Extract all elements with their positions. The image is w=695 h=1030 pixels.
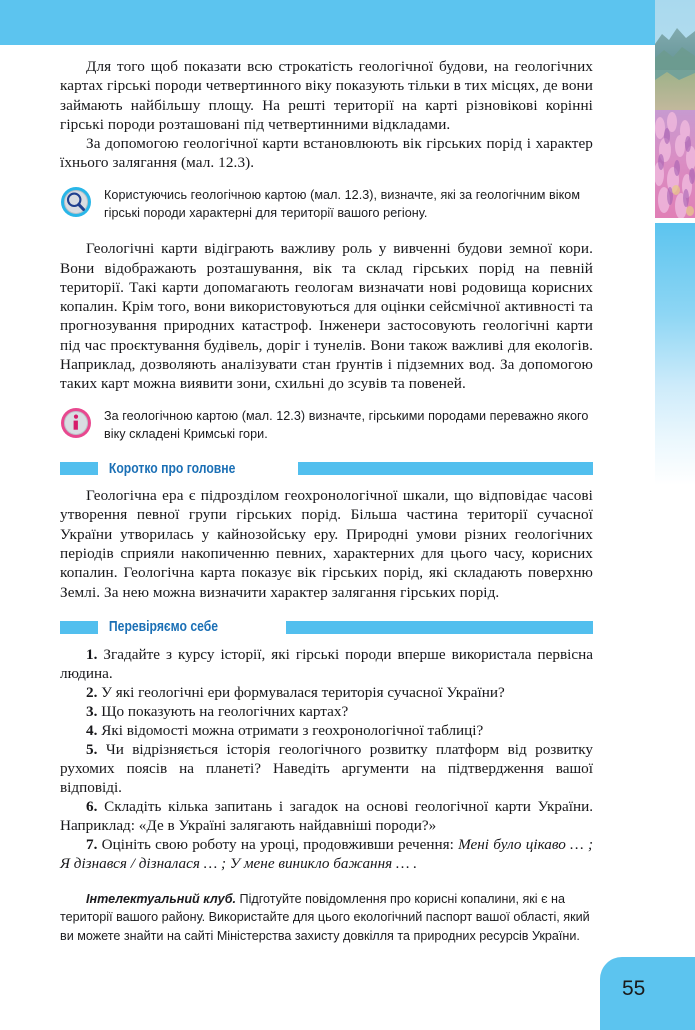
- section-heading-summary: [60, 460, 593, 477]
- paragraph-3: Геологічні карти відіграють важливу роль у вивченні будови земної кори. Вони відображають розташування, вік та склад гірських порід на певній території. Такі карти допомагають геологам визначати нові родовища корисних копалин. Крім того, вони використовуються для оцінки сейсмічної активності та прогнозування природних катастроф. Інженери застосовують геологічні карти під час проєктування будівель, доріг і тунелів. Вони також важливі для екологів. Наприклад, дозволяють аналізувати стан ґрунтів і підземних вод. За допомогою таких карт можна виявити зони, схильні до зсувів та повеней.: [60, 240, 593, 393]
- question-text: Що показують на геологічних картах?: [101, 702, 349, 720]
- heading-bar-left: [60, 621, 98, 634]
- intellectual-club-block: [60, 890, 593, 945]
- top-blue-band: [0, 0, 658, 45]
- question-text: Складіть кілька запитань і загадок на основі геологічної карти України. Наприклад: «Де в Україні залягають найдавніші породи?»: [60, 797, 593, 834]
- spacer: [60, 602, 593, 619]
- spacer: [60, 222, 593, 239]
- question-item: [60, 702, 593, 721]
- question-text: Згадайте з курсу історії, які гірські породи вперше використала первісна людина.: [60, 645, 594, 682]
- page-number-box: [600, 957, 695, 1030]
- spacer: [60, 173, 593, 186]
- question-number: 7.: [86, 835, 98, 853]
- section-heading-label: Перевіряємо себе: [108, 619, 219, 636]
- section-heading-selfcheck: [60, 619, 593, 636]
- spacer: [60, 873, 593, 890]
- page-number: 55: [622, 977, 646, 1000]
- question-item: [60, 797, 593, 835]
- paragraph-2: За допомогою геологічної карти встановлюють вік гірських порід і характер їхнього залягання (мал. 12.3).: [60, 135, 593, 172]
- heading-bar-right: [286, 621, 593, 634]
- page-content: [60, 57, 593, 945]
- blue-fade-strip: [655, 223, 695, 485]
- question-number: 1.: [86, 645, 98, 663]
- summary-paragraph: Геологічна ера є підрозділом геохронологічної шкали, що відповідає часові утворення певної групи гірських порід. Більша частина території сучасної України утворилась у кайнозойську еру. Природні умови різних геологічних періодів сприяли накопиченню певних, характерних для цього часу, корисних копалин. Геологічна карта показує вік гірських порід, які складають поверхню Землі. За нею можна визначити характер залягання гірських порід.: [60, 487, 593, 601]
- intellectual-club-title: Інтелектуальний клуб.: [86, 891, 237, 906]
- heading-bar-right: [298, 462, 593, 475]
- question-text: Чи відрізняється історія геологічного розвитку платформ від розвитку рухомих поясів на планеті? Наведіть аргументи на підтвердження вашої відповіді.: [60, 740, 594, 796]
- callout-text: Користуючись геологічною картою (мал. 12.3), визначте, які за геологічним віком гірські породи характерні для території вашого регіону.: [104, 187, 581, 221]
- callout-text: За геологічною картою (мал. 12.3) визначте, гірськими породами переважно якого віку складені Кримські гори.: [104, 408, 589, 441]
- question-number: 5.: [86, 740, 98, 758]
- question-italic-prompts: Мені було цікаво … ; Я дізнався / дізналася … ; У мене виникло бажання … .: [60, 835, 593, 872]
- spacer: [60, 394, 593, 407]
- heading-bar-left: [60, 462, 98, 475]
- question-number: 3.: [86, 702, 98, 720]
- question-number: 2.: [86, 683, 98, 701]
- question-text: У які геологічні ери формувалася територія сучасної України?: [101, 683, 505, 701]
- callout-task-magnifier: [60, 186, 593, 223]
- info-icon: [60, 407, 92, 439]
- question-text: Оцініть свою роботу на уроці, продовживши речення:: [101, 835, 454, 853]
- mountain-crocus-meadow-photo: [655, 0, 695, 218]
- question-item-7: [60, 835, 593, 873]
- question-number: 4.: [86, 721, 98, 739]
- intellectual-club-text: Підготуйте повідомлення про корисні копалини, які є на території вашого району. Використайте для цього екологічний паспорт вашої області, який ви можете знайти на сайті Міністерства захисту довкілля та природних ресурсів України.: [60, 891, 590, 943]
- question-item: [60, 721, 593, 740]
- question-item: [60, 683, 593, 702]
- question-item: [60, 740, 593, 797]
- spacer: [60, 636, 593, 645]
- callout-task-info: [60, 407, 593, 444]
- spacer: [60, 443, 593, 460]
- question-text: Які відомості можна отримати з геохронологічної таблиці?: [101, 721, 484, 739]
- question-item: [60, 645, 593, 683]
- paragraph-1: Для того щоб показати всю строкатість геологічної будови, на геологічних картах гірські породи четвертинного віку показують тільки в тих місцях, де вони займають найбільшу площу. На решті території на карті різновікові корінні гірські породи розташовані під четвертинними відкладами.: [60, 58, 593, 133]
- spacer: [60, 477, 593, 486]
- magnifier-icon: [60, 186, 92, 218]
- question-number: 6.: [86, 797, 98, 815]
- section-heading-label: Коротко про головне: [108, 460, 236, 477]
